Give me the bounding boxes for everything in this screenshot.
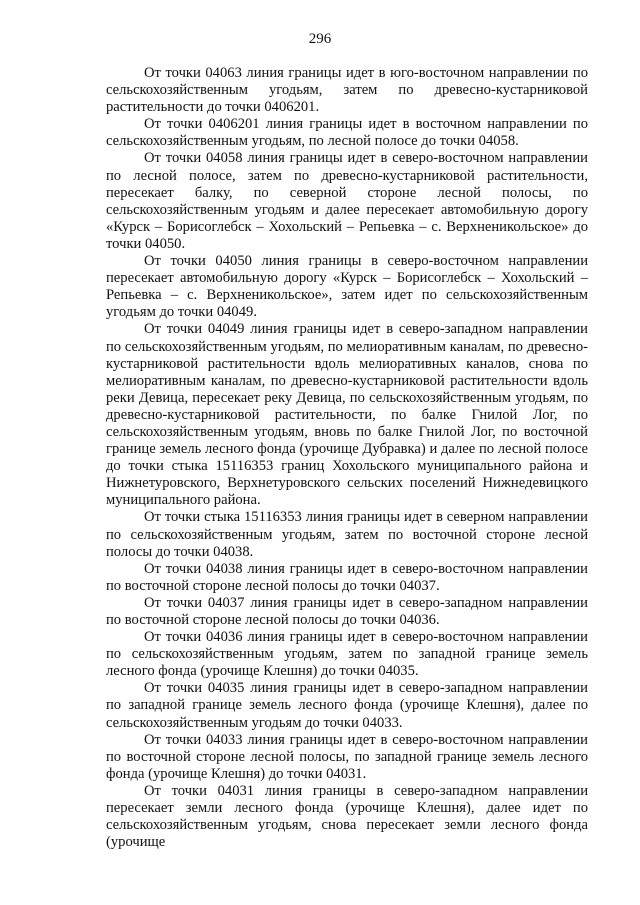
paragraph: От точки 04036 линия границы идет в северо-восточном направлении по сельскохозяйственным угодьям, затем по западной границе земель лесного фонда (урочище Клешня) до точки 04035. <box>106 629 588 680</box>
paragraph: От точки 04037 линия границы идет в северо-западном направлении по восточной стороне лесной полосы до точки 04036. <box>106 594 588 628</box>
paragraph: От точки 04031 линия границы в северо-западном направлении пересекает земли лесного фонда (урочище Клешня), далее идет по сельскохозяйственным угодьям, снова пересекает земли лесного фонда (урочище <box>106 782 588 851</box>
paragraph: От точки 04049 линия границы идет в северо-западном направлении по сельскохозяйственным угодьям, по мелиоративным каналам, по древесно-кустарниковой растительности вдоль мелиоративных каналов, снова по мелиоративным каналам, по древесно-кустарниковой растительности вдоль реки Девица, пересекает реку Девица, по сельскохозяйственным угодьям, по древесно-кустарниковой растительности, по балке Гнилой Лог, по сельскохозяйственным угодьям, вновь по балке Гнилой Лог, по восточной границе земель лесного фонда (урочище Дубравка) и далее по лесной полосе до точки стыка 15116353 границ Хохольского муниципального района и Нижнетуровского, Верхнетуровского сельских поселений Нижнедевицкого муниципального района. <box>106 321 588 509</box>
paragraph: От точки 0406201 линия границы идет в восточном направлении по сельскохозяйственным угодьям, по лесной полосе до точки 04058. <box>106 116 588 150</box>
paragraph: От точки 04050 линия границы в северо-восточном направлении пересекает автомобильную дорогу «Курск – Борисоглебск – Хохольский – Репьевка – с. Верхненикольское», затем идет по сельскохозяйственным угодьям до точки 04049. <box>106 253 588 321</box>
paragraph: От точки 04035 линия границы идет в северо-западном направлении по западной границе земель лесного фонда (урочище Клешня), далее по сельскохозяйственным угодьям до точки 04033. <box>106 680 588 731</box>
paragraph: От точки 04038 линия границы идет в северо-восточном направлении по восточной стороне лесной полосы до точки 04037. <box>106 560 588 594</box>
page-number: 296 <box>308 31 332 47</box>
paragraph: От точки 04033 линия границы идет в северо-восточном направлении по восточной стороне лесной полосы, по западной границе земель лесного фонда (урочище Клешня) до точки 04031. <box>106 731 588 782</box>
paragraph: От точки 04058 линия границы идет в северо-восточном направлении по лесной полосе, затем по древесно-кустарниковой растительности, пересекает балку, по северной стороне лесной полосы, по сельскохозяйственным угодьям и далее пересекает автомобильную дорогу «Курск – Борисоглебск – Хохольский – Репьевка – с. Верхненикольское» до точки 04050. <box>106 150 588 252</box>
paragraph: От точки 04063 линия границы идет в юго-восточном направлении по сельскохозяйственным угодьям, затем по древесно-кустарниковой растительности до точки 0406201. <box>106 65 588 116</box>
paragraph: От точки стыка 15116353 линия границы идет в северном направлении по сельскохозяйственным угодьям, затем по восточной стороне лесной полосы до точки 04038. <box>106 509 588 560</box>
document-body <box>106 65 588 851</box>
